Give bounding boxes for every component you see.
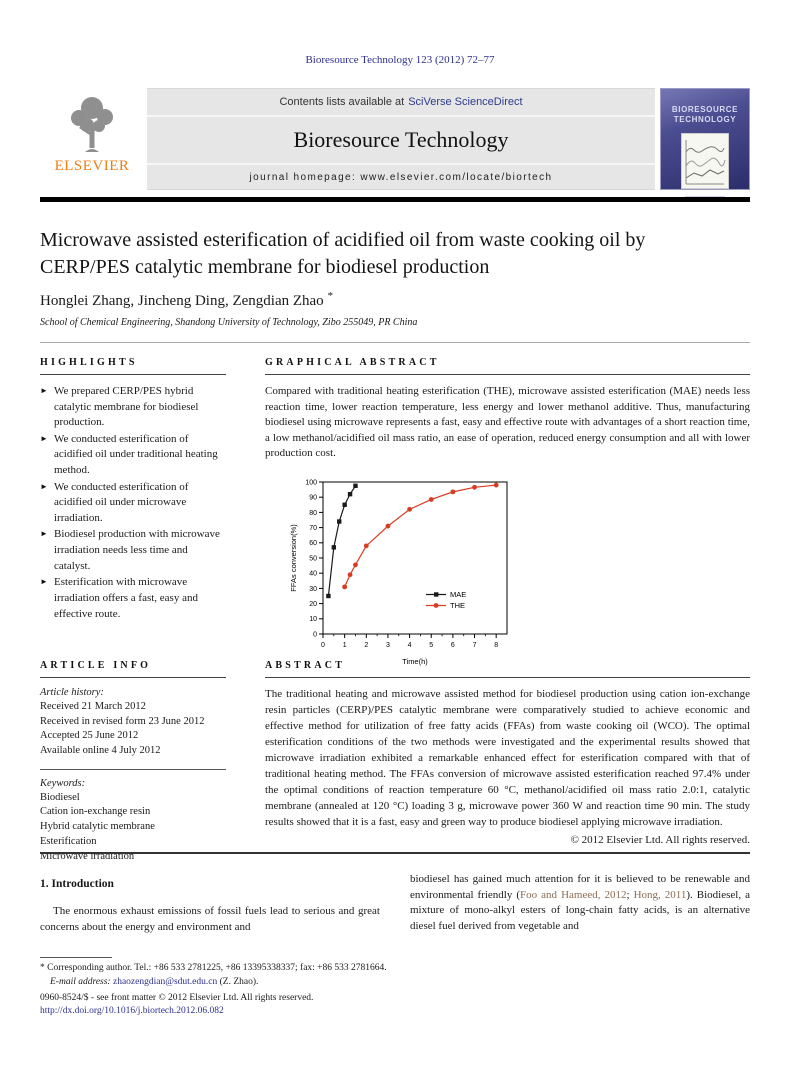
contents-line bbox=[147, 89, 655, 117]
svg-text:5: 5 bbox=[429, 642, 434, 650]
article-history-label: Article history: bbox=[40, 687, 104, 698]
citation-link-hong[interactable]: Hong, 2011 bbox=[633, 888, 687, 901]
svg-text:2: 2 bbox=[364, 642, 369, 650]
highlight-item bbox=[40, 575, 226, 622]
highlight-text: We conducted esterification of acidified oil under microwave irradiation. bbox=[54, 480, 189, 524]
doi-link[interactable]: http://dx.doi.org/10.1016/j.biortech.2012.06.082 bbox=[40, 1006, 224, 1016]
journal-header bbox=[40, 88, 750, 190]
intro-column-left bbox=[40, 872, 380, 935]
abstract-copyright: © 2012 Elsevier Ltd. All rights reserved. bbox=[570, 834, 750, 847]
keyword-entry: Esterification bbox=[40, 835, 97, 847]
email-label: E-mail address: bbox=[50, 976, 111, 987]
article-info-heading: ARTICLE INFO bbox=[40, 660, 226, 678]
svg-text:Time(h): Time(h) bbox=[402, 657, 428, 667]
corresponding-author-note: * Corresponding author. Tel.: +86 533 2781225, +86 13395338337; fax: +86 533 2781664. bbox=[40, 963, 387, 973]
abstract-bottom-rule bbox=[40, 852, 750, 854]
article-info-column bbox=[40, 660, 226, 864]
article-history-list bbox=[40, 700, 226, 759]
bullet-arrow-icon: ► bbox=[40, 481, 48, 491]
chart-legend bbox=[426, 590, 466, 610]
svg-text:6: 6 bbox=[450, 642, 455, 650]
highlight-item bbox=[40, 480, 226, 527]
journal-homepage-line[interactable]: journal homepage: www.elsevier.com/locate/biortech bbox=[147, 163, 655, 189]
graphical-abstract-chart bbox=[287, 474, 519, 670]
svg-text:4: 4 bbox=[407, 642, 412, 650]
issn-line: 0960-8524/$ - see front matter © 2012 Elsevier Ltd. All rights reserved. bbox=[40, 993, 314, 1003]
journal-citation: Bioresource Technology 123 (2012) 72–77 bbox=[305, 54, 495, 66]
article-title: Microwave assisted esterification of acidified oil from waste cooking oil by CERP/PES catalytic membrane for biodiesel production bbox=[40, 229, 646, 278]
highlights-list bbox=[40, 384, 226, 622]
svg-text:3: 3 bbox=[385, 642, 390, 650]
svg-text:0: 0 bbox=[313, 631, 317, 639]
keyword-entry: Biodiesel bbox=[40, 791, 80, 803]
highlights-column bbox=[40, 357, 226, 675]
intro-column-right bbox=[410, 872, 750, 935]
mae-series-line bbox=[326, 484, 357, 599]
highlight-item bbox=[40, 527, 226, 574]
svg-text:8: 8 bbox=[494, 642, 499, 650]
cover-title-line2: TECHNOLOGY bbox=[673, 115, 737, 124]
keyword-entry: Microwave irradiation bbox=[40, 850, 135, 862]
svg-text:0: 0 bbox=[321, 642, 325, 650]
svg-text:60: 60 bbox=[309, 540, 317, 548]
header-panel bbox=[147, 88, 655, 190]
svg-text:FFAs conversion(%): FFAs conversion(%) bbox=[289, 524, 298, 592]
contents-prefix: Contents lists available at bbox=[279, 96, 405, 108]
cover-title bbox=[661, 105, 749, 125]
the-series-line bbox=[342, 483, 498, 590]
journal-title: Bioresource Technology bbox=[293, 127, 509, 152]
article-history-entry: Received in revised form 23 June 2012 bbox=[40, 715, 205, 727]
citation-link-foo-hameed[interactable]: Foo and Hameed, 2012 bbox=[520, 888, 627, 901]
title-divider bbox=[40, 342, 750, 343]
sciverse-sciencedirect-link[interactable]: SciVerse ScienceDirect bbox=[408, 96, 523, 108]
svg-text:20: 20 bbox=[309, 601, 317, 609]
graphical-abstract-text: Compared with traditional heating esterification (THE), microwave assisted esterification (MAE) needs less reaction time, lower reaction temperature, less energy and lower methanol additive. Thus, manufacturing biodiesel using microwave represents a fast, easy and effective route with advantages of a short reaction time, a low methanol/acidified oil mass ratio, an ease of operation, reduced energy consumption and all with lower production cost. bbox=[265, 385, 750, 460]
graphical-abstract-column bbox=[265, 357, 750, 675]
bullet-arrow-icon: ► bbox=[40, 433, 48, 443]
highlight-item bbox=[40, 432, 226, 479]
cover-title-line1: BIORESOURCE bbox=[671, 105, 739, 114]
svg-text:80: 80 bbox=[309, 509, 317, 517]
article-info-divider bbox=[40, 769, 226, 770]
intro-text-cont: ). Biodiesel, a mixture of mono-alkyl esters of long-chain fatty acids, is an alternative diesel fuel derived from vegetable and bbox=[410, 888, 750, 932]
highlight-text: We conducted esterification of acidified oil under traditional heating method. bbox=[54, 432, 218, 477]
article-history-entry: Received 21 March 2012 bbox=[40, 701, 146, 712]
corresponding-author-asterisk[interactable]: * bbox=[327, 290, 333, 302]
highlight-text: Esterification with microwave irradiation offers a fast, easy and effective route. bbox=[54, 576, 198, 620]
svg-text:30: 30 bbox=[309, 585, 317, 593]
email-link[interactable]: zhaozengdian@sdut.edu.cn bbox=[112, 976, 218, 987]
intro-paragraph-left: The enormous exhaust emissions of fossil fuels lead to serious and great concerns about the energy and environment and bbox=[40, 905, 380, 933]
citation-separator: ; bbox=[626, 888, 634, 901]
info-abstract-section bbox=[40, 660, 750, 864]
svg-text:7: 7 bbox=[472, 642, 477, 650]
bullet-arrow-icon: ► bbox=[40, 386, 48, 395]
intro-paragraph-right bbox=[410, 872, 750, 934]
authors-line bbox=[40, 290, 740, 310]
highlight-text: Biodiesel production with microwave irradiation needs less time and catalyst. bbox=[54, 528, 220, 572]
abstract-heading: ABSTRACT bbox=[265, 660, 750, 678]
elsevier-wordmark: ELSEVIER bbox=[54, 158, 130, 174]
graphical-abstract-chart-wrap bbox=[287, 474, 750, 675]
cover-plot-thumbnail bbox=[681, 133, 729, 189]
chart-axes bbox=[289, 479, 507, 666]
footnote-block bbox=[40, 962, 750, 990]
affiliation: School of Chemical Engineering, Shandong University of Technology, Zibo 255049, PR China bbox=[40, 317, 418, 328]
svg-text:90: 90 bbox=[309, 494, 317, 502]
svg-text:100: 100 bbox=[305, 479, 317, 487]
highlights-ga-section bbox=[40, 357, 750, 675]
svg-text:10: 10 bbox=[309, 616, 317, 624]
article-history-entry: Accepted 25 June 2012 bbox=[40, 730, 139, 742]
highlight-item bbox=[40, 384, 226, 431]
introduction-heading: 1. Introduction bbox=[40, 878, 114, 890]
abstract-column bbox=[265, 660, 750, 864]
email-suffix: (Z. Zhao). bbox=[217, 976, 259, 987]
svg-text:70: 70 bbox=[309, 525, 317, 533]
highlight-text: We prepared CERP/PES hybrid catalytic membrane for biodiesel production. bbox=[54, 385, 199, 429]
author-names: Honglei Zhang, Jincheng Ding, Zengdian Zhao bbox=[40, 293, 324, 309]
keywords-label: Keywords: bbox=[40, 777, 86, 789]
keyword-entry: Hybrid catalytic membrane bbox=[40, 821, 155, 833]
article-history-entry: Available online 4 July 2012 bbox=[40, 745, 161, 757]
svg-text:THE: THE bbox=[450, 601, 466, 611]
svg-text:1: 1 bbox=[342, 642, 347, 650]
journal-cover-thumbnail bbox=[660, 88, 750, 190]
header-rule bbox=[40, 197, 750, 202]
doi-line bbox=[40, 1006, 750, 1016]
abstract-text: The traditional heating and microwave assisted method for biodiesel production using cation ion-exchange resin particles (CERP)/PES catalytic membrane were comparatively studied to achieve economic and effective method for utilization of free fatty acids (FFAs) from waste cooking oil (WCO). The optimal esterification conditions of the two methods were investigated and the experimental results showed that microwave irradiation exhibited a remarkable enhanced effect for esterification compared with that of traditional heating method. The FFAs conversion of microwave assisted esterification reached 97.4% under the optimal conditions of reaction temperature 60 °C, methanol/acidified oil mass ratio 2.0:1, catalytic membrane (annealed at 120 °C) loading 3 g, microwave power 360 W and reaction time 90 min. The study results showed that it is a fast, easy and green way to produce biodiesel applying microwave irradiation. bbox=[265, 688, 750, 828]
introduction-section bbox=[40, 872, 750, 935]
graphical-abstract-heading: GRAPHICAL ABSTRACT bbox=[265, 357, 750, 375]
elsevier-logo bbox=[40, 88, 144, 190]
bullet-arrow-icon: ► bbox=[40, 529, 48, 539]
highlights-heading: HIGHLIGHTS bbox=[40, 357, 226, 375]
keyword-entry: Cation ion-exchange resin bbox=[40, 806, 151, 818]
svg-text:MAE: MAE bbox=[450, 590, 467, 600]
bullet-arrow-icon: ► bbox=[40, 577, 48, 587]
intro-text: biodiesel has gained much attention for it is believed to be renewable and environmental friendly ( bbox=[410, 873, 750, 901]
svg-text:50: 50 bbox=[309, 555, 317, 563]
svg-text:40: 40 bbox=[309, 570, 317, 578]
email-line bbox=[40, 976, 750, 990]
elsevier-tree-icon bbox=[59, 92, 125, 156]
footnote-rule bbox=[40, 957, 112, 958]
